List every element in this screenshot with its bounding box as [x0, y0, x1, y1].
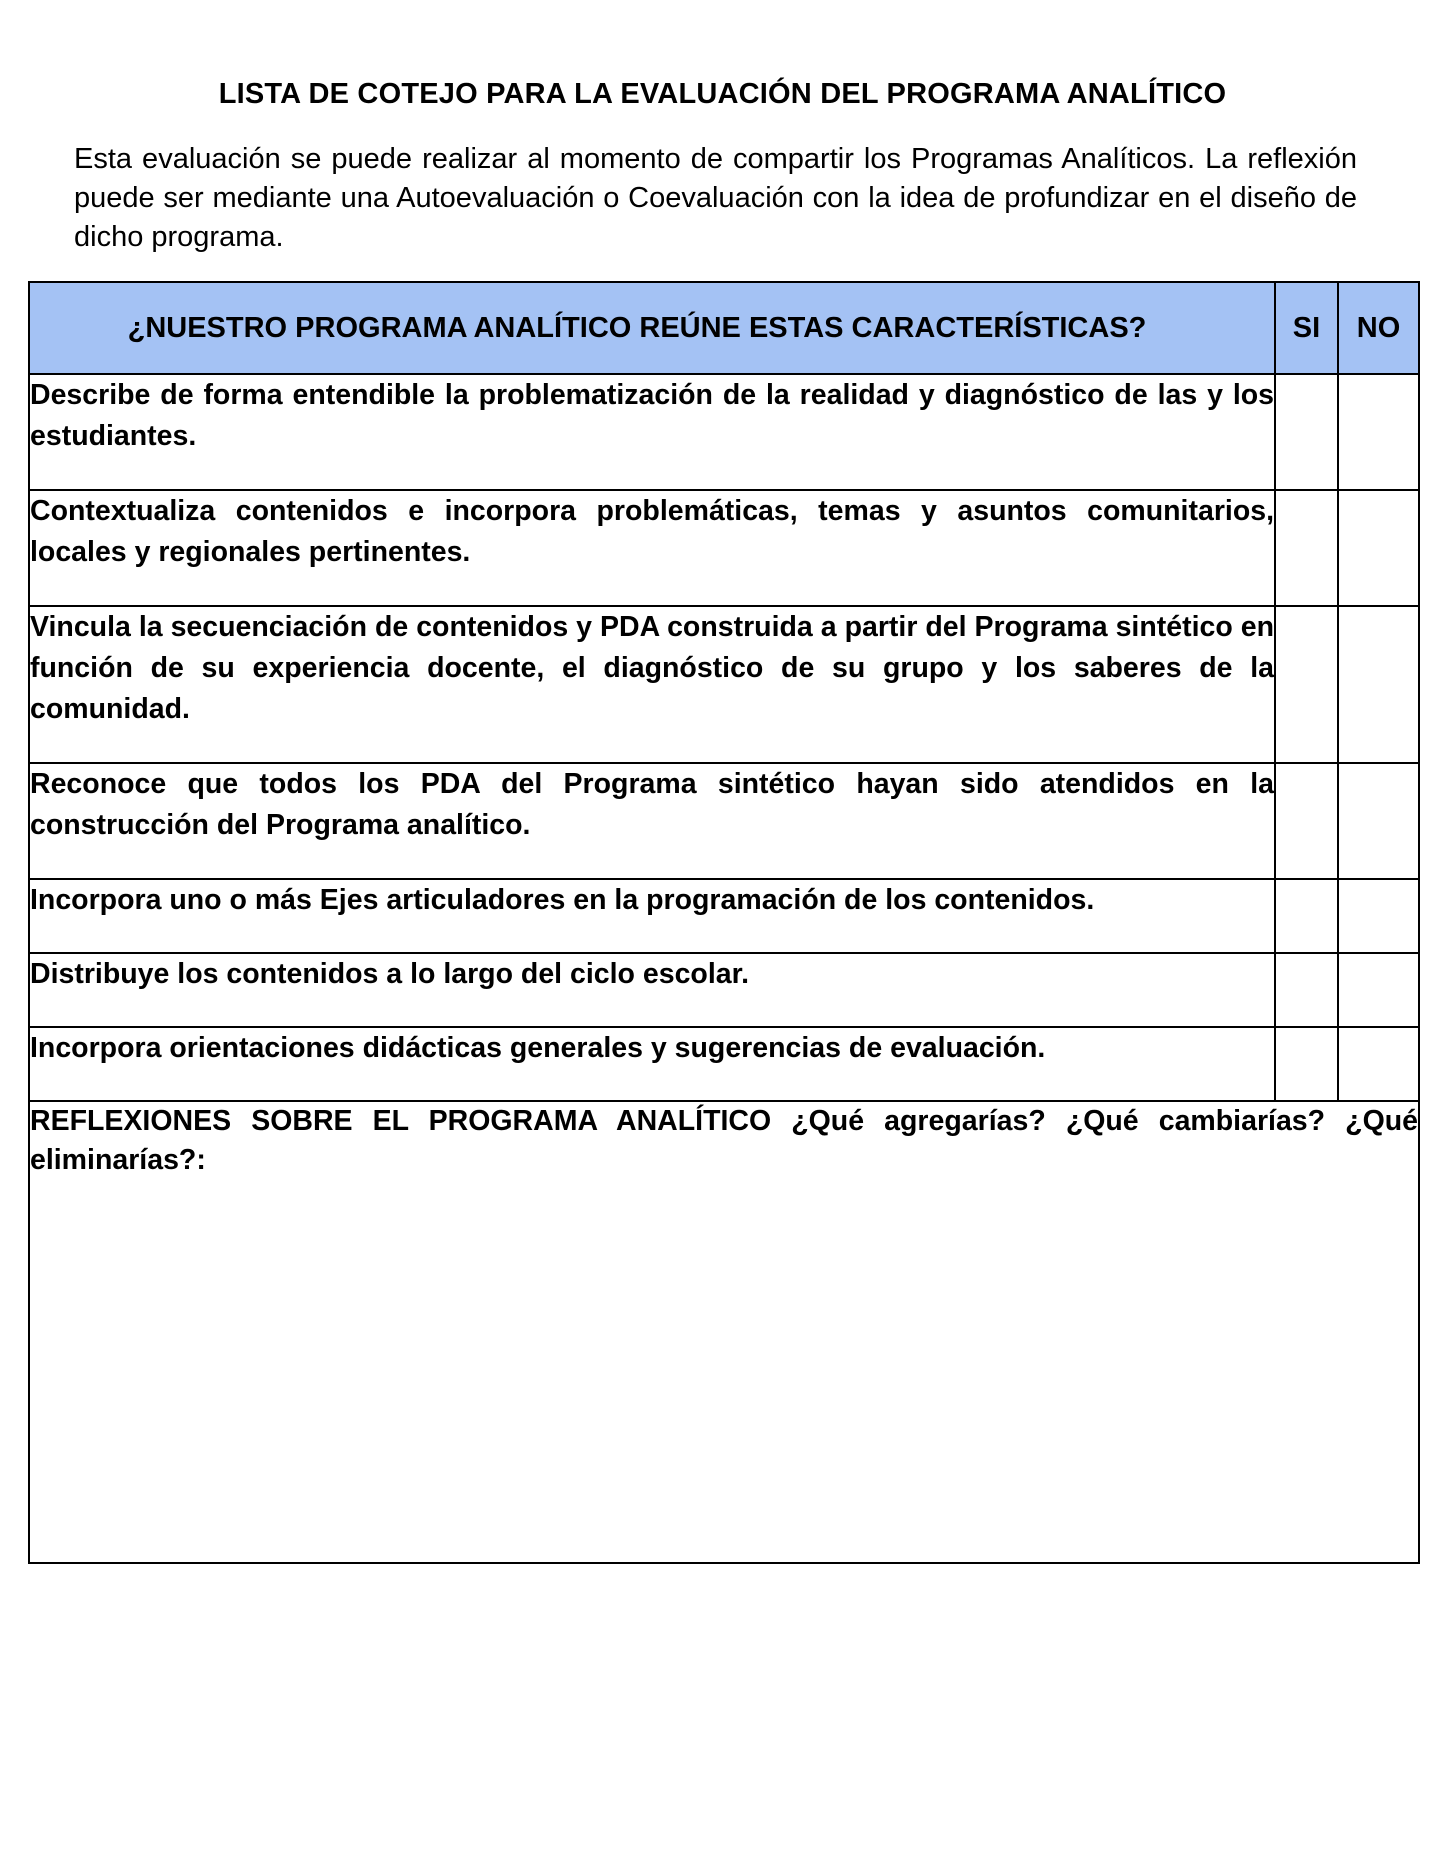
criterion-text: Incorpora uno o más Ejes articuladores en la programación de los contenidos. [29, 879, 1275, 953]
no-checkbox-cell[interactable] [1338, 953, 1419, 1027]
criterion-text: Distribuye los contenidos a lo largo del ciclo escolar. [29, 953, 1275, 1027]
reflection-row [29, 1101, 1419, 1563]
criterion-text: Vincula la secuenciación de contenidos y PDA construida a partir del Programa sintético en función de su experiencia docente, el diagnóstico de su grupo y los saberes de la comunidad. [29, 606, 1275, 763]
no-checkbox-cell[interactable] [1338, 374, 1419, 490]
criterion-text: Reconoce que todos los PDA del Programa sintético hayan sido atendidos en la construcción del Programa analítico. [29, 763, 1275, 879]
criterion-text: Incorpora orientaciones didácticas generales y sugerencias de evaluación. [29, 1027, 1275, 1101]
page-title: LISTA DE COTEJO PARA LA EVALUACIÓN DEL PROGRAMA ANALÍTICO [218, 78, 1227, 110]
intro-paragraph: Esta evaluación se puede realizar al momento de compartir los Programas Analíticos. La reflexión puede ser mediante una Autoevaluación o Coevaluación con la idea de profundizar en el diseño de dicho programa. [74, 143, 1357, 253]
table-header-row [29, 282, 1419, 374]
header-no: NO [1338, 282, 1419, 374]
si-checkbox-cell[interactable] [1275, 1027, 1338, 1101]
no-checkbox-cell[interactable] [1338, 879, 1419, 953]
table-row [29, 1027, 1419, 1101]
si-checkbox-cell[interactable] [1275, 606, 1338, 763]
no-checkbox-cell[interactable] [1338, 763, 1419, 879]
no-checkbox-cell[interactable] [1338, 490, 1419, 606]
si-checkbox-cell[interactable] [1275, 763, 1338, 879]
table-row [29, 606, 1419, 763]
si-checkbox-cell[interactable] [1275, 953, 1338, 1027]
si-checkbox-cell[interactable] [1275, 374, 1338, 490]
table-row [29, 374, 1419, 490]
table-row [29, 879, 1419, 953]
table-row [29, 953, 1419, 1027]
header-question: ¿NUESTRO PROGRAMA ANALÍTICO REÚNE ESTAS CARACTERÍSTICAS? [29, 282, 1275, 374]
header-si: SI [1275, 282, 1338, 374]
criterion-text: Contextualiza contenidos e incorpora problemáticas, temas y asuntos comunitarios, locales y regionales pertinentes. [29, 490, 1275, 606]
criterion-text: Describe de forma entendible la problematización de la realidad y diagnóstico de las y los estudiantes. [29, 374, 1275, 490]
table-row [29, 763, 1419, 879]
table-row [29, 490, 1419, 606]
no-checkbox-cell[interactable] [1338, 1027, 1419, 1101]
reflection-text-area[interactable]: REFLEXIONES SOBRE EL PROGRAMA ANALÍTICO ¿Qué agregarías? ¿Qué cambiarías? ¿Qué eliminarías?: [29, 1101, 1419, 1563]
no-checkbox-cell[interactable] [1338, 606, 1419, 763]
si-checkbox-cell[interactable] [1275, 490, 1338, 606]
si-checkbox-cell[interactable] [1275, 879, 1338, 953]
checklist-table [28, 281, 1420, 1564]
